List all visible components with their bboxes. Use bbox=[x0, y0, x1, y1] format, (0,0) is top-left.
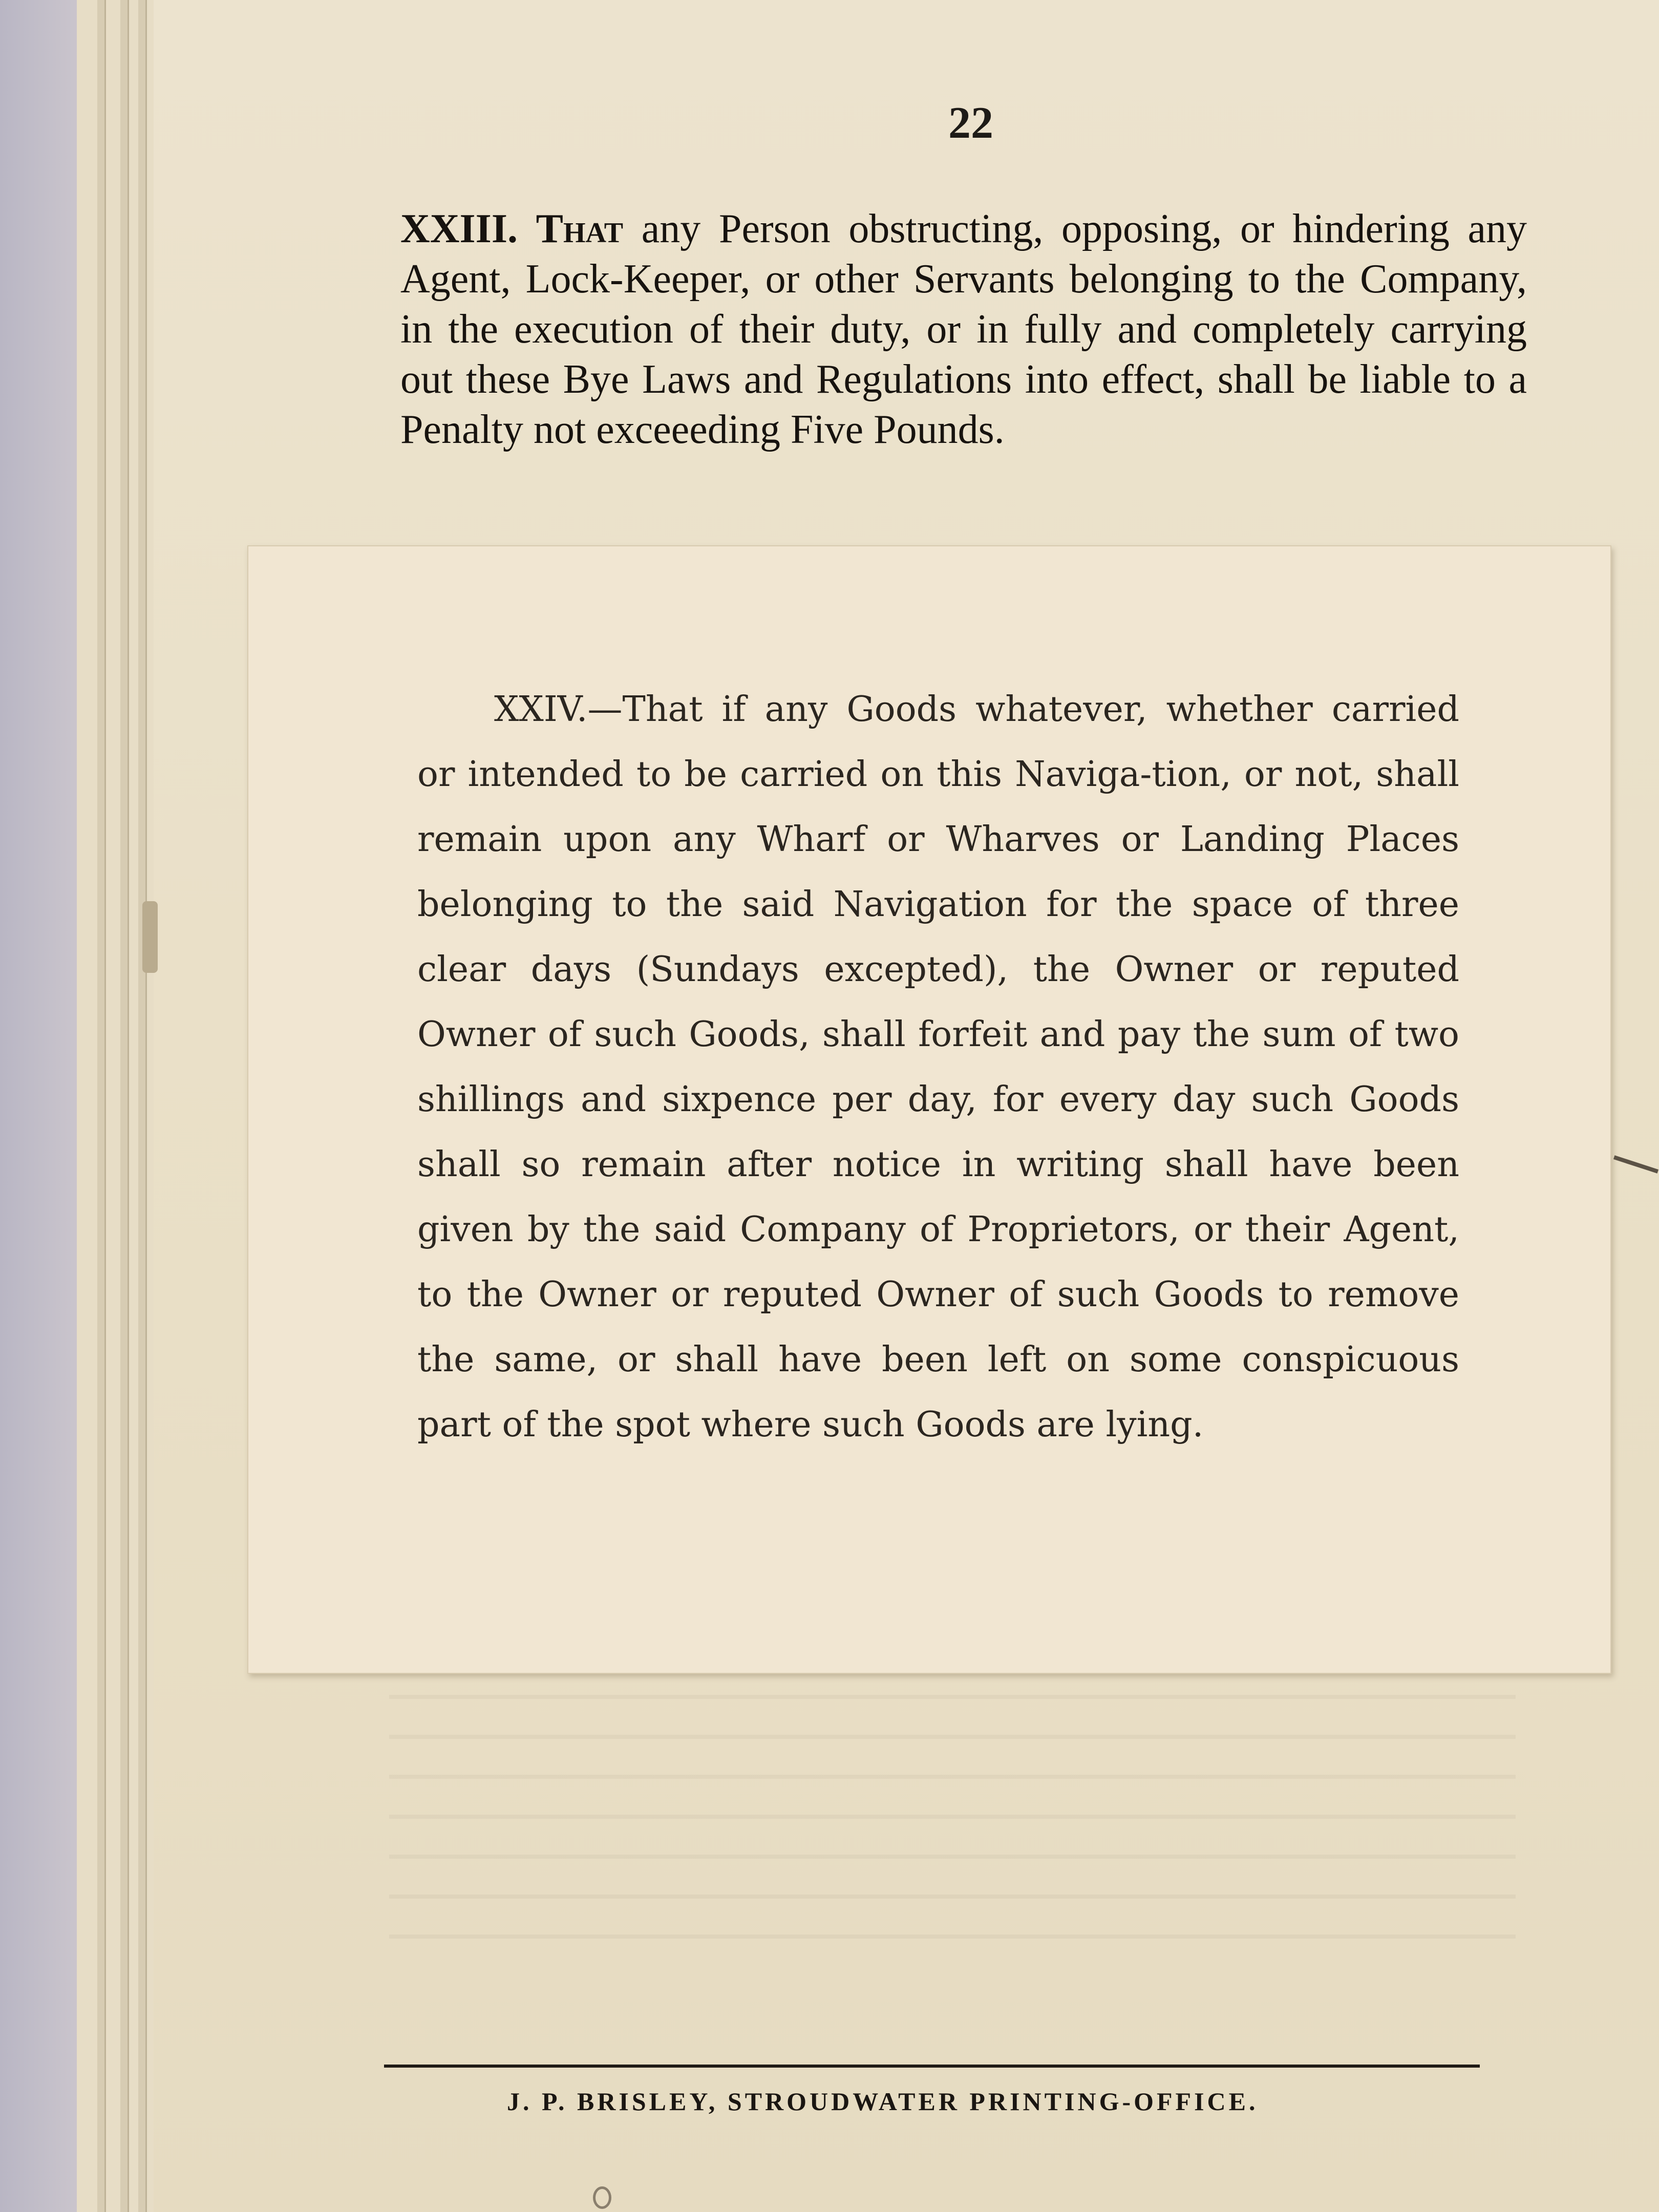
page-tab-mark bbox=[142, 901, 158, 973]
section-xxiii-text: any Person obstructing, opposing, or hindering any Agent, Lock-Keeper, or other Servants belonging to the Company, in the execution of their duty, or in fully and completely carrying out these Bye Laws and Regulations into effect, shall be liable to a Penalty not exceeeding Five Pounds. bbox=[400, 206, 1527, 452]
section-xxiii-lead: That bbox=[536, 206, 624, 251]
page-number: 22 bbox=[948, 98, 993, 148]
section-xxiii-paragraph bbox=[400, 204, 1527, 455]
footer-rule bbox=[384, 2065, 1480, 2068]
printer-imprint: J. P. BRISLEY, STROUDWATER PRINTING-OFFICE. bbox=[507, 2087, 1259, 2116]
pasted-amendment-slip bbox=[247, 545, 1611, 1674]
page-edge bbox=[138, 0, 147, 2212]
show-through-text bbox=[389, 1659, 1516, 1966]
page-edge bbox=[120, 0, 129, 2212]
section-xxiii-numeral: XXIII. bbox=[400, 206, 518, 251]
binding-hole bbox=[593, 2186, 611, 2209]
section-xxiv-paragraph: XXIV.—That if any Goods whatever, whether carried or intended to be carried on this Naviga-tion, or not, shall remain upon any Wharf or Wharves or Landing Places belonging to the said Navigation for the space of three clear days (Sundays excepted), the Owner or reputed Owner of such Goods, shall forfeit and pay the sum of two shillings and sixpence per day, for every day such Goods shall so remain after notice in writing shall have been given by the said Company of Proprietors, or their Agent, to the Owner or reputed Owner of such Goods to remove the same, or shall have been left on some conspicuous part of the spot where such Goods are lying. bbox=[417, 689, 1459, 1445]
page-edge bbox=[97, 0, 106, 2212]
